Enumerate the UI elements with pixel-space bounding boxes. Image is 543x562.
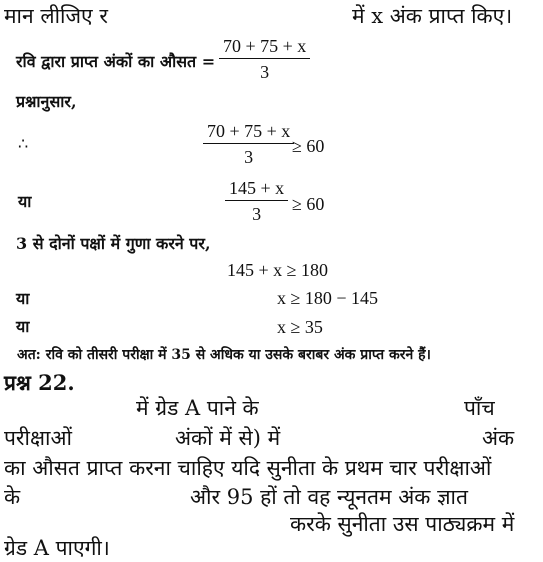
inequality-1-rhs: ≥ 60 xyxy=(292,136,325,156)
inequality-1-fraction xyxy=(203,121,294,168)
question-line-1b: पाँच xyxy=(464,396,495,420)
step-1: 145 + x ≥ 180 xyxy=(227,260,329,280)
question-line-2a: परीक्षाओं xyxy=(4,426,72,450)
step-2: x ≥ 180 − 145 xyxy=(277,288,379,308)
question-line-5: करके सुनीता उस पाठ्यक्रम में xyxy=(290,512,515,536)
average-numerator: 70 + 75 + x xyxy=(219,36,310,59)
question-line-2c: अंक xyxy=(482,426,515,450)
inequality-1-numerator: 70 + 75 + x xyxy=(203,121,294,144)
multiply-statement: 3 से दोनों पक्षों में गुणा करने पर, xyxy=(16,234,211,253)
header-text-end: में x अंक प्राप्त किए। xyxy=(352,4,513,28)
inequality-2-rhs: ≥ 60 xyxy=(292,194,325,214)
inequality-2-fraction xyxy=(225,178,288,225)
average-label: रवि द्वारा प्राप्त अंकों का औसत = xyxy=(16,52,216,71)
ya-1: या xyxy=(18,192,32,211)
question-label: प्रश्न 22. xyxy=(4,370,75,395)
question-line-3: का औसत प्राप्त करना चाहिए यदि सुनीता के प्रथम चार परीक्षाओं xyxy=(4,456,492,480)
question-line-1a: में ग्रेड A पाने के xyxy=(136,396,259,420)
according-to-question: प्रश्नानुसार, xyxy=(16,92,77,111)
ya-2: या xyxy=(16,289,30,308)
question-line-4a: के xyxy=(4,485,21,509)
therefore-symbol: ∴ xyxy=(18,134,29,153)
header-text-start: मान लीजिए र xyxy=(4,4,108,28)
inequality-1-denominator: 3 xyxy=(244,147,254,167)
question-line-6: ग्रेड A पाएगी। xyxy=(4,536,110,560)
question-line-2b: अंकों में से) में xyxy=(175,426,281,450)
average-denominator: 3 xyxy=(260,62,270,82)
conclusion: अत: रवि को तीसरी परीक्षा में 35 से अधिक या उसके बराबर अंक प्राप्त करने हैं। xyxy=(17,347,431,363)
question-line-4b: और 95 हों तो वह न्यूनतम अंक ज्ञात xyxy=(190,485,468,509)
inequality-2-numerator: 145 + x xyxy=(225,178,288,201)
average-fraction xyxy=(219,36,310,83)
ya-3: या xyxy=(16,317,30,336)
step-3: x ≥ 35 xyxy=(277,317,323,337)
inequality-2-denominator: 3 xyxy=(252,204,262,224)
